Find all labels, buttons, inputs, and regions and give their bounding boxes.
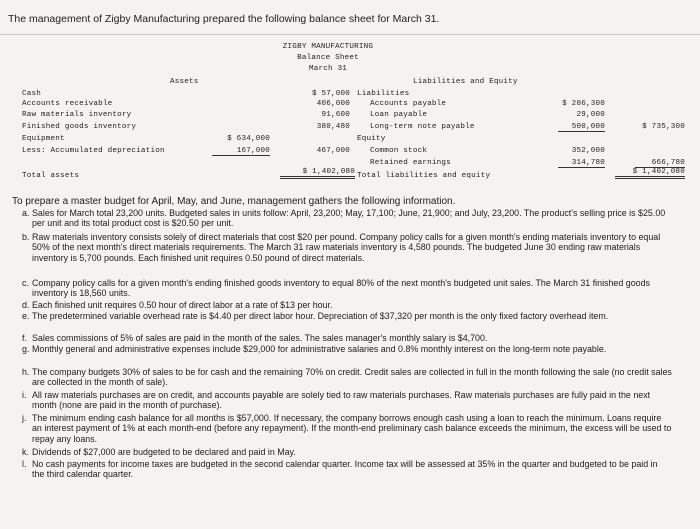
list-item	[22, 278, 686, 299]
sheet-name: Balance Sheet	[297, 54, 359, 62]
asset-amount: 467,000	[316, 147, 350, 155]
item-text: Company policy calls for a given month's ending finished goods inventory to equal 80% of the next month's budgeted unit sales. The March 31 finished goods inventory is 18,560 units.	[32, 278, 650, 299]
total-equity-amount: 666,780	[635, 159, 685, 168]
item-label: i.	[22, 390, 27, 400]
liability-label: Long-term note payable	[370, 123, 475, 131]
list-item	[22, 333, 686, 343]
item-text: No cash payments for income taxes are budgeted in the second calendar quarter. Income tax will be assessed at 35% in the quarter and budgeted to be paid in the third calendar quarter.	[32, 459, 658, 480]
company-name: ZIGBY MANUFACTURING	[282, 43, 374, 51]
liability-label: Accounts payable	[370, 100, 447, 108]
equity-item-label: Common stock	[370, 147, 428, 155]
total-liabilities-amount: $ 735,300	[642, 123, 685, 131]
liabilities-label: Liabilities	[357, 90, 410, 98]
asset-amount: 380,480	[316, 123, 350, 131]
intro-text: To prepare a master budget for April, May, and June, management gathers the following information.	[12, 196, 456, 207]
equity-amount: 314,780	[558, 159, 605, 168]
asset-label: Finished goods inventory	[22, 123, 137, 131]
asset-amount: 406,000	[316, 100, 350, 108]
item-label: k.	[22, 447, 29, 457]
divider	[0, 34, 700, 35]
total-assets-label: Total assets	[22, 172, 80, 180]
item-label: c.	[22, 278, 29, 288]
list-item	[22, 447, 686, 457]
item-text: Raw materials inventory consists solely of direct materials that cost $20 per pound. Company policy calls for a given month's ending materials inventory to equal 50% of the next month's direct materials requirements. The March 31 raw materials inventory is 4,580 pounds. The budgeted June 30 ending raw materials inventory is 5,700 pounds. Each finished unit requires 0.50 pound of direct materials.	[32, 232, 661, 263]
list-item	[22, 300, 686, 310]
equipment-amount: $ 634,000	[227, 135, 270, 143]
asset-label: Raw materials inventory	[22, 111, 132, 119]
liability-label: Loan payable	[370, 111, 428, 119]
item-text: Sales commissions of 5% of sales are paid in the month of the sales. The sales manager's monthly salary is $4,700.	[32, 333, 488, 343]
total-assets-amount: $ 1,402,080	[280, 168, 355, 179]
list-item	[22, 344, 686, 354]
item-label: j.	[22, 413, 27, 423]
item-label: h.	[22, 367, 30, 377]
list-item	[22, 459, 686, 480]
list-item	[22, 208, 686, 229]
item-text: Sales for March total 23,200 units. Budgeted sales in units follow: April, 23,200; May, 17,100; June, 21,900; and July, 23,200. The product's selling price is $25.00 per unit and its total product cost is $20.50 per unit.	[32, 208, 666, 229]
assets-header: Assets	[170, 78, 199, 86]
item-label: d.	[22, 300, 30, 310]
item-label: a.	[22, 208, 30, 218]
total-liabilities-equity-label: Total liabilities and equity	[357, 172, 491, 180]
item-text: All raw materials purchases are on credit, and accounts payable are solely tied to raw materials purchases. Raw materials purchases are fully paid in the next month (none are paid in the month of purchase).	[32, 390, 651, 411]
liability-amount: 500,000	[558, 123, 605, 132]
item-text: The company budgets 30% of sales to be for cash and the remaining 70% on credit. Credit sales are collected in full in the month following the sale (no credit sales are collected in the month of sale).	[32, 367, 672, 388]
liability-amount: $ 206,300	[562, 100, 605, 108]
list-item	[22, 390, 686, 411]
equity-item-label: Retained earnings	[370, 159, 451, 167]
item-label: l.	[22, 459, 27, 469]
liabilities-equity-header: Liabilities and Equity	[413, 78, 518, 86]
asset-label: Equipment	[22, 135, 65, 143]
list-item	[22, 367, 686, 388]
accum-depreciation-amount: 167,000	[212, 147, 270, 156]
asset-amount: $ 57,000	[311, 90, 350, 98]
list-item	[22, 311, 686, 321]
item-label: f.	[22, 333, 27, 343]
item-text: Monthly general and administrative expenses include $29,000 for administrative salaries and 0.8% monthly interest on the long-term note payable.	[32, 344, 607, 354]
asset-label: Accounts receivable	[22, 100, 113, 108]
problem-title: The management of Zigby Manufacturing prepared the following balance sheet for March 31.	[8, 13, 440, 25]
item-label: g.	[22, 344, 30, 354]
item-label: e.	[22, 311, 30, 321]
liability-amount: 29,000	[576, 111, 605, 119]
item-text: Each finished unit requires 0.50 hour of direct labor at a rate of $13 per hour.	[32, 300, 333, 310]
asset-label: Less: Accumulated depreciation	[22, 147, 165, 155]
item-text: The predetermined variable overhead rate is $4.40 per direct labor hour. Depreciation of $37,320 per month is the only fixed factory overhead item.	[32, 311, 609, 321]
item-text: The minimum ending cash balance for all months is $57,000. If necessary, the company borrows enough cash using a loan to reach the minimum. Loans require an interest payment of 1% at each month-end (before any repayment). If the month-end preliminary cash balance exceeds the minimum, the excess will be used to repay any loans.	[32, 413, 672, 444]
equity-label: Equity	[357, 135, 386, 143]
equity-amount: 352,000	[571, 147, 605, 155]
asset-label: Cash	[22, 90, 42, 98]
item-text: Dividends of $27,000 are budgeted to be declared and paid in May.	[32, 447, 296, 457]
total-liabilities-equity-amount: $ 1,402,080	[615, 168, 685, 179]
list-item	[22, 413, 686, 444]
asset-amount: 91,600	[321, 111, 350, 119]
item-label: b.	[22, 232, 30, 242]
sheet-date: March 31	[308, 65, 348, 73]
list-item	[22, 232, 686, 263]
